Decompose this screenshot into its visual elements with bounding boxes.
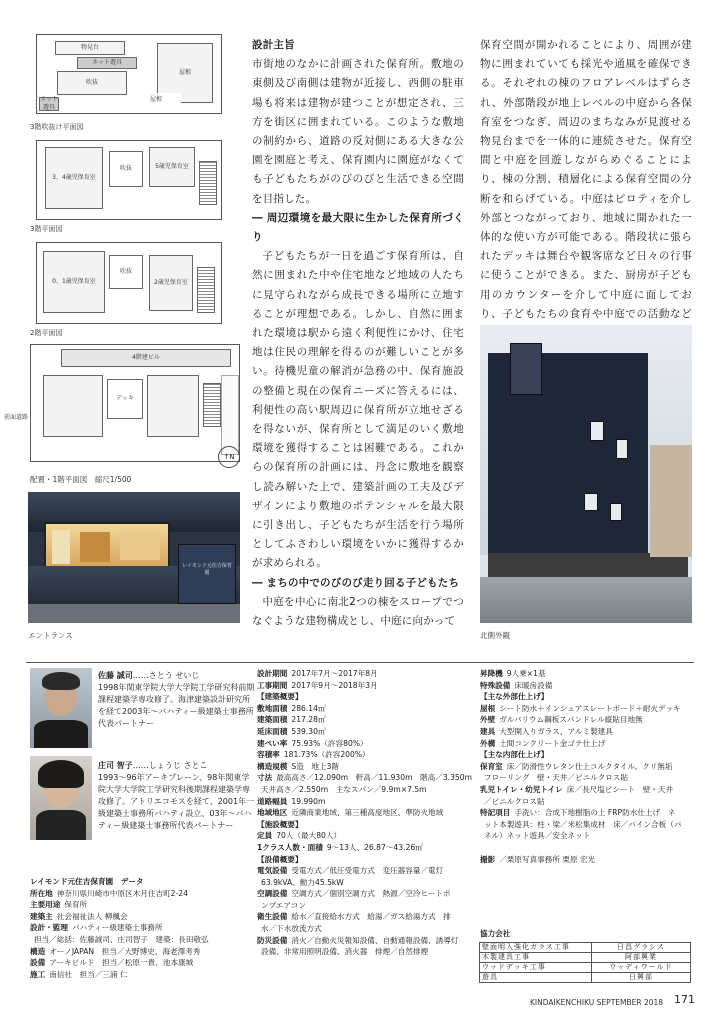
data-value: 南信社 担当／三浦 仁 — [49, 969, 128, 979]
data-key: 延床面積 — [257, 726, 288, 736]
data-row — [480, 784, 694, 796]
data-row — [480, 807, 694, 819]
data-row — [257, 935, 471, 947]
data-value: 217.28㎡ — [291, 715, 326, 725]
data-key: 【建築概要】 — [257, 692, 303, 702]
data-row — [257, 749, 471, 761]
avatar — [30, 756, 92, 840]
data-value: 75.93%（許容80%） — [291, 738, 368, 748]
data-value: 63.9kVA、動力45.5kW — [261, 877, 344, 887]
section-divider — [26, 662, 694, 663]
data-key: 防災設備 — [257, 935, 288, 945]
data-key: 建具 — [480, 726, 496, 736]
data-row — [257, 703, 471, 715]
profile-kana: ……さとう せいじ — [132, 671, 200, 680]
data-row — [257, 726, 471, 738]
main-text-column-2 — [480, 36, 692, 320]
plan-caption: 3階平面図 — [30, 225, 63, 233]
data-row — [257, 854, 471, 866]
plan-room-label: 0、1歳児保育室 — [43, 251, 105, 313]
sign-text: レイモンド元住吉保育園 — [182, 563, 232, 576]
data-key: 定員 — [257, 831, 273, 841]
floor-plan-2f — [36, 242, 222, 324]
data-value: 9人乗×1基 — [506, 669, 546, 678]
data-row — [257, 842, 471, 854]
plan-room-label: ネット遊具 — [77, 57, 137, 69]
data-row — [30, 911, 254, 923]
data-value: アーキビルド 担当／松原一貴、池本康城 — [49, 958, 194, 968]
data-row — [480, 668, 694, 680]
data-row — [30, 969, 254, 981]
section-heading: 設計主旨 — [252, 39, 295, 51]
data-row — [257, 877, 471, 889]
data-row — [30, 946, 254, 958]
data-key: 特記項目 — [480, 808, 511, 818]
coop-row — [480, 973, 691, 983]
profile-sato — [98, 670, 256, 730]
exterior-caption: 北側外観 — [480, 631, 510, 640]
coop-company: 阿部興業 — [592, 953, 691, 963]
coop-title: 協力会社 — [480, 929, 511, 938]
paragraph-1: 市街地のなかに計画された保育所。敷地の東側及び南側は建物が近接し、西側の駐車場も将来は建物が建つことが想定され、三方を街区に囲まれている。このような敷地の制約から、道路の反対側にある大きな公園を園庭と考え、保育園内に園庭がなくても子どもたちがのびのびと生活できる空間を目指した。 — [252, 58, 464, 205]
data-value: シート防水＋インシュアスレートボード＋耐火デッキ — [499, 703, 681, 713]
coop-role: 壁面明入強化ガラス工事 — [480, 943, 592, 953]
data-row — [257, 796, 471, 808]
data-value: 受電方式／低圧受電方式 変圧器容量／電灯 — [291, 866, 444, 876]
page-number: 171 — [674, 993, 695, 1006]
data-value: ンプエアコン — [261, 900, 306, 910]
subheading-2: ― まちの中でのびのび走り回る子どもたち — [252, 576, 460, 589]
data-row — [480, 726, 694, 738]
data-row — [480, 819, 694, 831]
data-key: 外壁 — [480, 715, 496, 725]
data-mid — [257, 668, 471, 958]
data-key: 電気設備 — [257, 866, 288, 876]
data-key: 昇降機 — [480, 669, 503, 678]
paragraph-3-continued: 保育空間が開かれることにより、周囲が建物に囲まれていても採光や通風を確保できる。それぞれの棟のフロアレベルはずらされ、外部階段が地上レベルの中庭から各保育室をつなぎ、周辺のまちなみが見渡せる物見台までを一体的に連続させた。保育空間と中庭を回遊しながらめぐることにより、棟の分割、積層化による保育空間の分断を和らげている。中庭はピロティを介し外部とつながっており、地域に開かれた一体的な使い方が可能である。階段状に張られたデッキは舞台や観客席など日々の行事に使うことができる。また、厨房が子ども用のカウンターを介して中庭に面しており、子どもたちの食育や中庭での活動など — [480, 39, 692, 320]
data-value: 床暖房設備 — [514, 680, 553, 690]
data-row — [257, 772, 471, 784]
data-value: 水／下水放流方式 — [261, 924, 322, 934]
exterior-photo — [480, 325, 692, 623]
data-row — [257, 830, 471, 842]
data-value: フローリング 壁・天井／ビニルクロス貼 — [484, 773, 628, 783]
data-key: 外構 — [480, 738, 496, 748]
profile-kana: ……しょうじ さとこ — [132, 761, 208, 770]
coop-table — [479, 942, 691, 983]
data-value: 土間コンクリート金ゴテ仕上げ — [499, 738, 606, 748]
data-value: 70人（最大80人） — [276, 831, 342, 841]
data-key: 1クラス人数・面積 — [257, 842, 323, 852]
data-row — [257, 911, 471, 923]
north-arrow-icon: ↑N — [218, 446, 240, 468]
data-key: 道路幅員 — [257, 796, 288, 806]
data-value: 539.30㎡ — [291, 726, 326, 736]
data-key: 衛生設備 — [257, 912, 288, 922]
road-label: 前面道路 — [4, 414, 29, 421]
data-row — [257, 714, 471, 726]
plan-room-label: 屋根 — [131, 93, 181, 107]
data-key: 空調設備 — [257, 889, 288, 899]
profile-name: 佐藤 誠司 — [98, 671, 133, 680]
paragraph-3: 中庭を中心に南北2つの棟をスロープでつなぐような建物構成とし、中庭に向かって — [252, 595, 464, 628]
data-left — [30, 876, 254, 980]
data-title: レイモンド元住吉保育園 データ — [30, 877, 144, 886]
main-text-column-1 — [252, 36, 464, 634]
plan-caption: 配置・1階平面図 縮尺1/500 — [30, 475, 132, 484]
data-value: ネル）ネット遊具／安全ネット — [484, 831, 591, 841]
data-value: 2017年7月〜2017年8月 — [291, 669, 378, 678]
data-key: 【主な外部仕上げ】 — [480, 692, 549, 702]
data-right — [480, 668, 694, 865]
data-row — [257, 819, 471, 831]
data-key: 地域地区 — [257, 808, 288, 818]
data-key: 設計期間 — [257, 669, 288, 678]
data-value: 保育所 — [64, 900, 88, 910]
data-row — [257, 946, 471, 958]
plan-caption: 2階平面図 — [30, 329, 63, 337]
data-key: 工事期間 — [257, 680, 288, 690]
plan-room-label: 4階建ビル — [61, 349, 231, 367]
data-row — [257, 784, 471, 796]
data-value: バハティー級建築士事務所 — [71, 923, 163, 933]
data-row — [257, 691, 471, 703]
data-key: 施工 — [30, 969, 46, 979]
coop-row — [480, 963, 691, 973]
coop-role: 木製建具工事 — [480, 953, 592, 963]
plan-room-label: 吹抜 — [109, 151, 143, 187]
data-key: 保育室 — [480, 761, 503, 771]
data-key: 所在地 — [30, 888, 53, 898]
coop-row — [480, 943, 691, 953]
data-value: 近隣商業地域、第三種高度地区、準防火地域 — [291, 808, 444, 818]
avatar — [30, 668, 92, 748]
data-row — [480, 749, 694, 761]
data-row — [30, 922, 254, 934]
data-key: 構造規模 — [257, 761, 288, 771]
plan-room-label: デッキ — [107, 379, 143, 419]
coop-company: ウッディワールド — [592, 963, 691, 973]
data-row — [30, 899, 254, 911]
data-value: 手洗い：合成下地樹脂の上 FRP防水仕上げ ネ — [514, 808, 676, 818]
data-value: S造 地上3階 — [291, 761, 339, 771]
plan-room-label: ネット遊具 — [40, 96, 59, 111]
entrance-photo — [28, 492, 240, 623]
data-value: 181.73%（許容200%） — [283, 750, 370, 760]
data-row — [257, 807, 471, 819]
data-key: 寸法 — [257, 773, 273, 783]
coop-role: 遊具 — [480, 973, 592, 983]
data-value: 担当／総括：佐藤誠司、庄司智子 建築：長田敬弘 — [34, 934, 209, 944]
data-value: 消火／自動火災報知設備、自動通報設備、誘導灯 — [291, 935, 459, 945]
data-key: 【主な内部仕上げ】 — [480, 750, 549, 760]
data-value: 給水／直接給水方式 給湯／ガス給湯方式 排 — [291, 912, 451, 922]
data-row — [30, 888, 254, 900]
data-key: 主要用途 — [30, 900, 61, 910]
data-row — [480, 714, 694, 726]
data-value: オーノJAPAN 担当／大野博史、海老澤考秀 — [49, 946, 201, 956]
data-value: 天井高さ／2.550m 主なスパン／9.9m×7.5m — [261, 784, 427, 794]
data-row — [480, 854, 694, 866]
coop-row — [480, 953, 691, 963]
data-row — [257, 761, 471, 773]
data-key: 設備 — [30, 958, 46, 968]
data-row — [480, 830, 694, 842]
data-value: 社会福祉法人 柳楓会 — [56, 911, 128, 921]
profile-name: 庄司 智子 — [98, 761, 133, 770]
plan-room-label: 2歳児保育室 — [149, 255, 193, 311]
plan-room-label: 屋根 — [157, 43, 213, 103]
plan-room-label: 物見台 — [55, 41, 125, 55]
floor-plan-3f-roof — [36, 34, 222, 114]
data-row — [480, 738, 694, 750]
data-key: 特殊設備 — [480, 680, 511, 690]
data-row — [30, 934, 254, 946]
plan-room-label: 5歳児保育室 — [149, 147, 195, 187]
plan-room-label: 3、4歳児保育室 — [45, 147, 103, 209]
data-key: 乳児トイレ・幼児トイレ — [480, 784, 563, 794]
data-value: 286.14㎡ — [291, 703, 326, 713]
data-key: 【施設概要】 — [257, 819, 303, 829]
floor-plan-1f-site — [30, 344, 240, 462]
data-key: 屋根 — [480, 703, 496, 713]
data-key: 建築面積 — [257, 715, 288, 725]
data-row — [480, 842, 694, 854]
subheading-1: ― 周辺環境を最大限に生かした保育所づくり — [252, 211, 464, 244]
coop-company: 日昌グラシス — [592, 943, 691, 953]
data-value: 大型開入りガラス、アルミ製建具 — [499, 726, 613, 736]
paragraph-2: 子どもたちが一日を過ごす保育所は、自然に囲まれた中や住宅地など地域の人たちに見守られながら成長できる場所に立地することが理想である。しかし、自然に囲まれた環境は駅から遠く利便性にかけ、住宅地は住民の理解を得るのが難しいことが多い。待機児童の解消が急務の中、保育施設の整備と現在の保育ニーズに答えるには、利便性の高い駅周辺に保育所が立地せざるを得ないが、保育所として満足のいく敷地環境を獲得することは困難である。これからの保育所の計画には、丹念に敷地を観察し読み解いた上で、建築計画の工夫及びデザインにより敷地のポテンシャルを最大限に引き出し、子どもたちが生活を行う場所としてふさわしい環境をいかに獲得するかが求められる。 — [252, 250, 464, 570]
data-key: 撮影 — [480, 854, 496, 864]
data-row — [480, 691, 694, 703]
data-row — [257, 668, 471, 680]
data-row — [480, 796, 694, 808]
data-value: ／栗原写真事務所 栗原 宏光 — [499, 854, 596, 864]
data-row — [480, 761, 694, 773]
data-key: 建築主 — [30, 911, 53, 921]
plan-caption: 3階吹抜け平面図 — [30, 123, 84, 131]
data-value: 設備、非常用照明設備、消火器 排煙／自然排煙 — [261, 947, 429, 957]
data-key: 構造 — [30, 946, 46, 956]
data-value: 床／防滑性ウレタン仕上コルクタイル、クリ無垢 — [506, 761, 673, 771]
data-value: 神奈川県川崎市中原区木月住吉町2-24 — [56, 888, 188, 898]
data-key: 敷地面積 — [257, 703, 288, 713]
coop-company: 日興部 — [592, 973, 691, 983]
data-value: ット本製遊具：柱・梁／米松集成材 床／パイン合板（パ — [484, 819, 682, 829]
data-key: 容積率 — [257, 750, 280, 760]
data-row — [257, 738, 471, 750]
coop-role: ウッドデッキ工事 — [480, 963, 592, 973]
data-key: 【設備概要】 — [257, 854, 303, 864]
data-value: 9〜13人、26.87〜43.26㎡ — [326, 842, 423, 852]
entrance-caption: エントランス — [28, 631, 73, 640]
data-value: ガルバリウム鋼板スパンドレル縦貼目地無 — [499, 715, 643, 725]
floor-plan-3f — [36, 140, 222, 220]
plan-room-label: 吹抜 — [109, 255, 143, 289]
data-row — [480, 680, 694, 692]
data-value: ／ビニルクロス貼 — [484, 796, 545, 806]
data-row — [480, 703, 694, 715]
profile-shoji — [98, 760, 256, 832]
profile-bio: 1998年関東学院大学大学院工学研究科前期課程建築学専攻修了。海津建築設計研究所を経て2003年〜バハティー級建築士事務所代表パートナー — [98, 683, 255, 728]
data-row — [257, 865, 471, 877]
data-value: 2017年9月〜2018年3月 — [291, 680, 378, 690]
data-row — [257, 888, 471, 900]
data-value: 床／長尺塩ビシート 壁・天井 — [566, 784, 674, 794]
data-row — [480, 772, 694, 784]
data-value: 最高高さ／12.090m 軒高／11.930m 階高／3.350m — [276, 773, 472, 783]
plan-room-label: 吹抜 — [57, 71, 127, 95]
data-value: 空調方式／個別空調方式 熱源／空冷ヒートポ — [291, 889, 451, 899]
data-key: 建ぺい率 — [257, 738, 288, 748]
data-row — [257, 680, 471, 692]
data-value: 19.990m — [291, 796, 326, 806]
magazine-name: KINDAIKENCHIKU SEPTEMBER 2018 — [530, 998, 664, 1007]
data-row — [30, 957, 254, 969]
data-key: 設計・監理 — [30, 923, 68, 933]
profile-bio: 1993〜96年アーキプレーン、98年関東学院大学大学院工学研究科後期課程建築学専攻修了。アトリエコモスを経て、2001年一級建築士事務所バハティ設立、03年〜バハティー級建築士事務所代表パートナー — [98, 773, 255, 830]
data-row — [257, 923, 471, 935]
data-row — [257, 900, 471, 912]
